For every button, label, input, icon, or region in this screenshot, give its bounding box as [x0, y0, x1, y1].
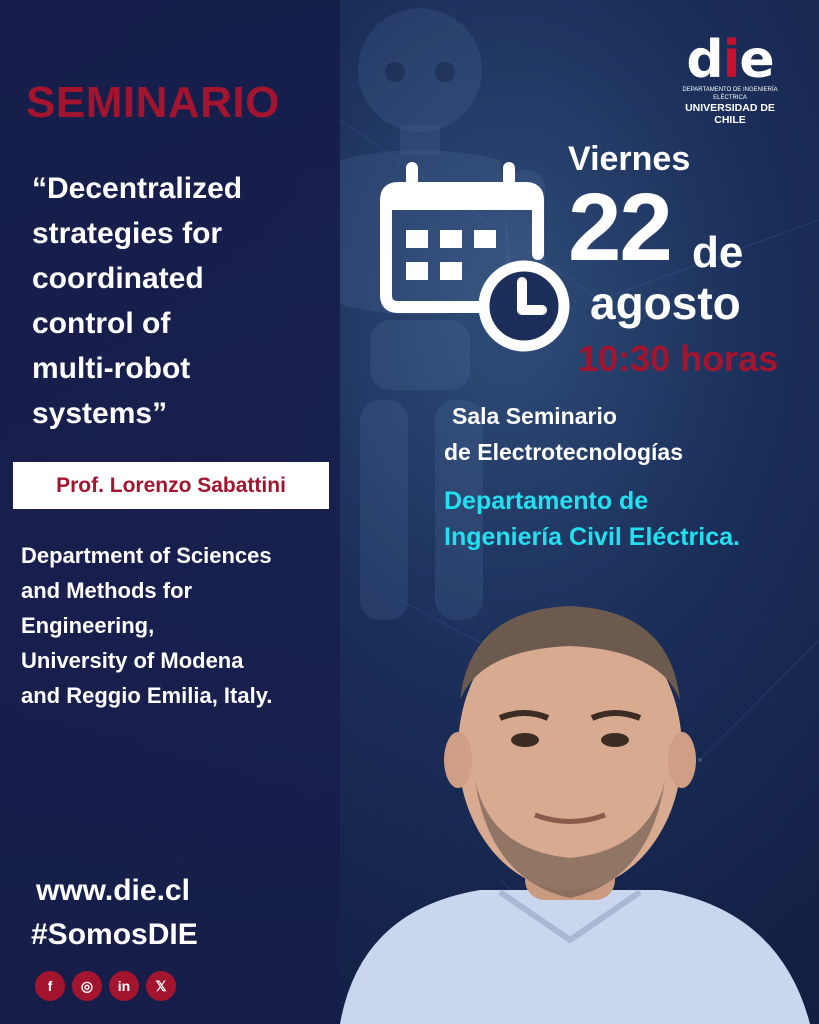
talk-title-line: coordinated — [32, 262, 204, 295]
month: agosto — [590, 277, 741, 329]
event-time: 10:30 horas — [578, 338, 779, 379]
day-number: 22 — [568, 174, 671, 281]
venue-department — [444, 483, 814, 555]
instagram-icon[interactable]: ◎ — [72, 971, 102, 1001]
speaker-photo — [320, 580, 819, 1024]
talk-title-line: control of — [32, 307, 171, 340]
day-of-week: Viernes — [568, 140, 691, 178]
affiliation-line: and Reggio Emilia, Italy. — [21, 683, 273, 708]
affiliation-line: Department of Sciences — [21, 543, 272, 568]
x-icon[interactable]: 𝕏 — [146, 971, 176, 1001]
logo-department: DEPARTAMENTO DE INGENIERÍA ELÉCTRICA — [682, 87, 778, 101]
hashtag: #SomosDIE — [31, 918, 198, 951]
date-connector: de — [692, 228, 744, 277]
talk-title-line: systems” — [32, 397, 168, 430]
venue-dept-line: Departamento de — [444, 487, 649, 515]
social-links — [35, 971, 176, 1001]
die-logo — [668, 30, 792, 126]
talk-title — [32, 166, 322, 436]
logo-mark: die — [686, 30, 774, 90]
affiliation-line: University of Modena — [21, 648, 244, 673]
speaker-affiliation — [21, 538, 339, 713]
speaker-name: Prof. Lorenzo Sabattini — [56, 473, 286, 497]
affiliation-line: Engineering, — [21, 613, 155, 638]
linkedin-icon[interactable]: in — [109, 971, 139, 1001]
venue-room — [444, 398, 784, 470]
facebook-icon[interactable]: f — [35, 971, 65, 1001]
talk-title-line: strategies for — [32, 217, 223, 250]
website-link[interactable]: www.die.cl — [36, 874, 190, 907]
venue-room-line: Sala Seminario — [452, 403, 617, 429]
seminar-label: SEMINARIO — [26, 78, 280, 127]
venue-dept-line: Ingeniería Civil Eléctrica. — [444, 523, 740, 551]
affiliation-line: and Methods for — [21, 578, 193, 603]
speaker-box — [13, 462, 329, 509]
left-panel — [0, 0, 340, 1024]
talk-title-line: “Decentralized — [32, 172, 243, 205]
venue-room-line: de Electrotecnologías — [444, 439, 684, 465]
calendar-clock-icon — [376, 162, 576, 362]
talk-title-line: multi-robot — [32, 352, 191, 385]
logo-university: UNIVERSIDAD DE CHILE — [685, 102, 775, 126]
